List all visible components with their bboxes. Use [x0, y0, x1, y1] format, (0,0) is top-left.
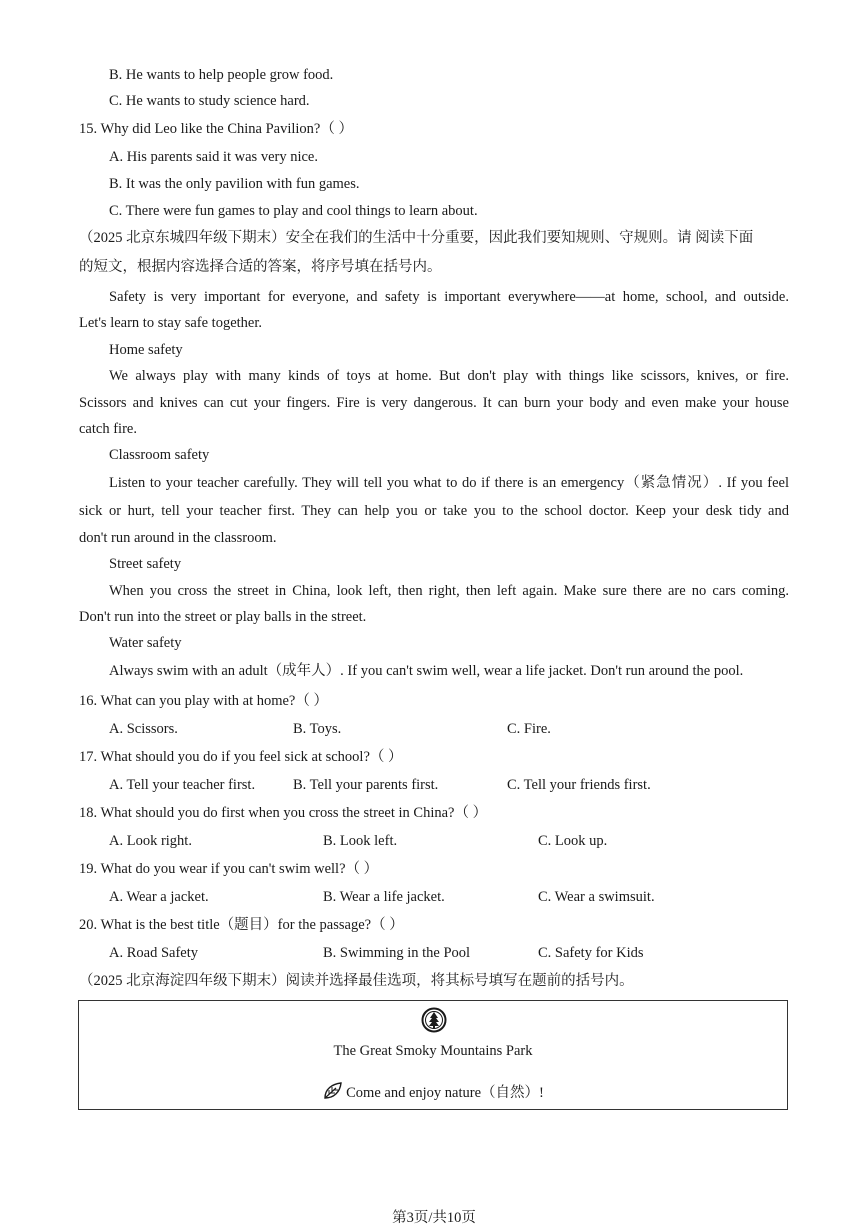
leaf-icon — [322, 1081, 344, 1101]
q14-option-b: B. He wants to help people grow food. — [109, 67, 334, 83]
park-title: The Great Smoky Mountains Park — [333, 1043, 533, 1059]
q17-option-c: C. Tell your friends first. — [507, 777, 651, 793]
q20-option-b: B. Swimming in the Pool — [323, 945, 471, 961]
q16-option-b: B. Toys. — [293, 721, 342, 737]
heading-classroom-safety: Classroom safety — [109, 447, 210, 463]
section3-intro: （2025 北京海淀四年级下期末）阅读并选择最佳选项，将其标号填写在题前的括号内。 — [79, 973, 634, 989]
q17-option-a: A. Tell your teacher first. — [109, 777, 256, 793]
section2-intro-line2: 的短文，根据内容选择合适的答案，将序号填在括号内。 — [79, 259, 442, 275]
q16-option-a: A. Scissors. — [109, 721, 178, 737]
water-line1: Always swim with an adult（成年人）. If you can't swim well, wear a life jacket. Don't run around the pool. — [109, 663, 744, 679]
q18-option-c: C. Look up. — [538, 833, 608, 849]
passage-p1-line2: Let's learn to stay safe together. — [79, 315, 262, 331]
q20-question: 20. What is the best title（题目）for the passage?（ ） — [79, 917, 404, 933]
home-line1: We always play with many kinds of toys at home. But don't play with things like scissors, knives, or fire. — [109, 368, 789, 384]
street-line1: When you cross the street in China, look left, then right, then left again. Make sure there are no cars coming. — [109, 583, 789, 599]
home-line3: catch fire. — [79, 421, 137, 437]
home-line2: Scissors and knives can cut your fingers. Fire is very dangerous. It can burn your body and even make your house — [79, 395, 789, 411]
q20-option-c: C. Safety for Kids — [538, 945, 644, 961]
q17-question: 17. What should you do if you feel sick at school?（ ） — [79, 749, 403, 765]
page-number: 第3页/共10页 — [392, 1210, 476, 1226]
q15-question: 15. Why did Leo like the China Pavilion?（ ） — [79, 121, 353, 137]
q15-option-c: C. There were fun games to play and cool things to learn about. — [109, 203, 478, 219]
q19-option-a: A. Wear a jacket. — [109, 889, 209, 905]
q14-option-c: C. He wants to study science hard. — [109, 93, 310, 109]
section2-intro-line1: （2025 北京东城四年级下期末）安全在我们的生活中十分重要，因此我们要知规则、守规则。请 阅读下面 — [79, 230, 754, 246]
q15-option-a: A. His parents said it was very nice. — [109, 149, 318, 165]
q20-option-a: A. Road Safety — [109, 945, 198, 961]
q18-option-b: B. Look left. — [323, 833, 398, 849]
park-slogan-row — [79, 1081, 787, 1102]
park-notice-box — [78, 1000, 788, 1110]
q19-option-b: B. Wear a life jacket. — [323, 889, 445, 905]
passage-p1-line1: Safety is very important for everyone, and safety is important everywhere——at home, school, and outside. — [109, 289, 789, 305]
q15-option-b: B. It was the only pavilion with fun games. — [109, 176, 360, 192]
q18-option-a: A. Look right. — [109, 833, 192, 849]
heading-street-safety: Street safety — [109, 556, 182, 572]
q19-option-c: C. Wear a swimsuit. — [538, 889, 655, 905]
heading-water-safety: Water safety — [109, 635, 182, 651]
q18-question: 18. What should you do first when you cross the street in China?（ ） — [79, 805, 488, 821]
tree-icon — [421, 1007, 447, 1033]
park-slogan: Come and enjoy nature（自然）! — [346, 1085, 544, 1101]
q17-option-b: B. Tell your parents first. — [293, 777, 439, 793]
q16-question: 16. What can you play with at home?（ ） — [79, 693, 328, 709]
street-line2: Don't run into the street or play balls in the street. — [79, 609, 367, 625]
heading-home-safety: Home safety — [109, 342, 183, 358]
class-line2: sick or hurt, tell your teacher first. They can help you or take you to the school doctor. Keep your desk tidy and — [79, 503, 789, 519]
class-line1: Listen to your teacher carefully. They will tell you what to do if there is an emergency（紧急情况）. If you feel — [109, 475, 789, 491]
q16-option-c: C. Fire. — [507, 721, 551, 737]
q19-question: 19. What do you wear if you can't swim well?（ ） — [79, 861, 379, 877]
class-line3: don't run around in the classroom. — [79, 530, 277, 546]
